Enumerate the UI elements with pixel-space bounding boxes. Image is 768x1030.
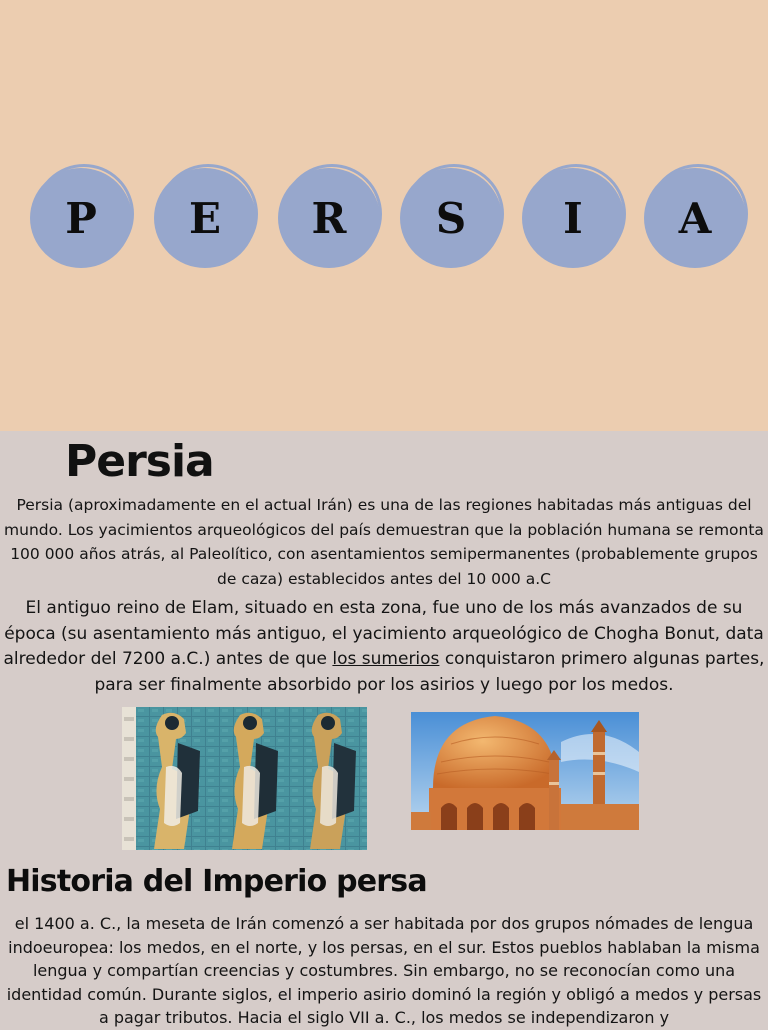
- elam-paragraph: [2, 596, 766, 698]
- section-heading-persia: Persia: [65, 436, 214, 487]
- intro-paragraph: Persia (aproximadamente en el actual Irán) es una de las regiones habitadas más antiguas del mundo. Los yacimientos arqueológicos del país demuestran que la población humana se remonta 100 000 años atrás, al Paleolítico, con asentamientos semipermanentes (probablemente grupos de caza) establecidos antes del 10 000 a.C: [4, 496, 764, 588]
- letter-a: A: [678, 193, 712, 243]
- letter-e: E: [188, 193, 221, 243]
- sumerios-link[interactable]: los sumerios: [332, 649, 440, 669]
- elam-text-end: conquistaron primero algunas partes, para ser finalmente absorbido por los asirios y luego por los medos.: [94, 649, 765, 695]
- title-banner: [0, 0, 768, 431]
- archers-frieze-image: [122, 707, 367, 850]
- title-letter-circles: [0, 160, 768, 272]
- letter-circle: [400, 168, 504, 268]
- letter-circle: [522, 168, 626, 268]
- letter-circle: [278, 168, 382, 268]
- section-heading-historia: Historia del Imperio persa: [6, 864, 427, 899]
- letter-s: S: [435, 193, 467, 243]
- letter-circle: [30, 168, 134, 268]
- mosque-dome-image: [411, 712, 639, 830]
- letter-i: I: [563, 193, 583, 243]
- letter-circle: [644, 168, 748, 268]
- historia-paragraph: el 1400 a. C., la meseta de Irán comenzó a ser habitada por dos grupos nómades de lengua indoeuropea: los medos, en el norte, y los persas, en el sur. Estos pueblos hablaban la misma lengua y compartían creencias y costumbres. Sin embargo, no se reconocían como una identidad común. Durante siglos, el imperio asirio dominó la región y obligó a medos y persas a pagar tributos. Hacia el siglo VII a. C., los medos se independizaron y: [6, 914, 762, 1027]
- elam-text-start: El antiguo reino de Elam, situado en esta zona, fue uno de los más avanzados de su época (su asentamiento más antiguo, el yacimiento arqueológico de Chogha Bonut, data alrededor del 7200 a.C.) antes de que: [3, 598, 764, 669]
- letter-p: P: [65, 193, 97, 243]
- letter-r: R: [311, 193, 347, 243]
- letter-circle: [154, 168, 258, 268]
